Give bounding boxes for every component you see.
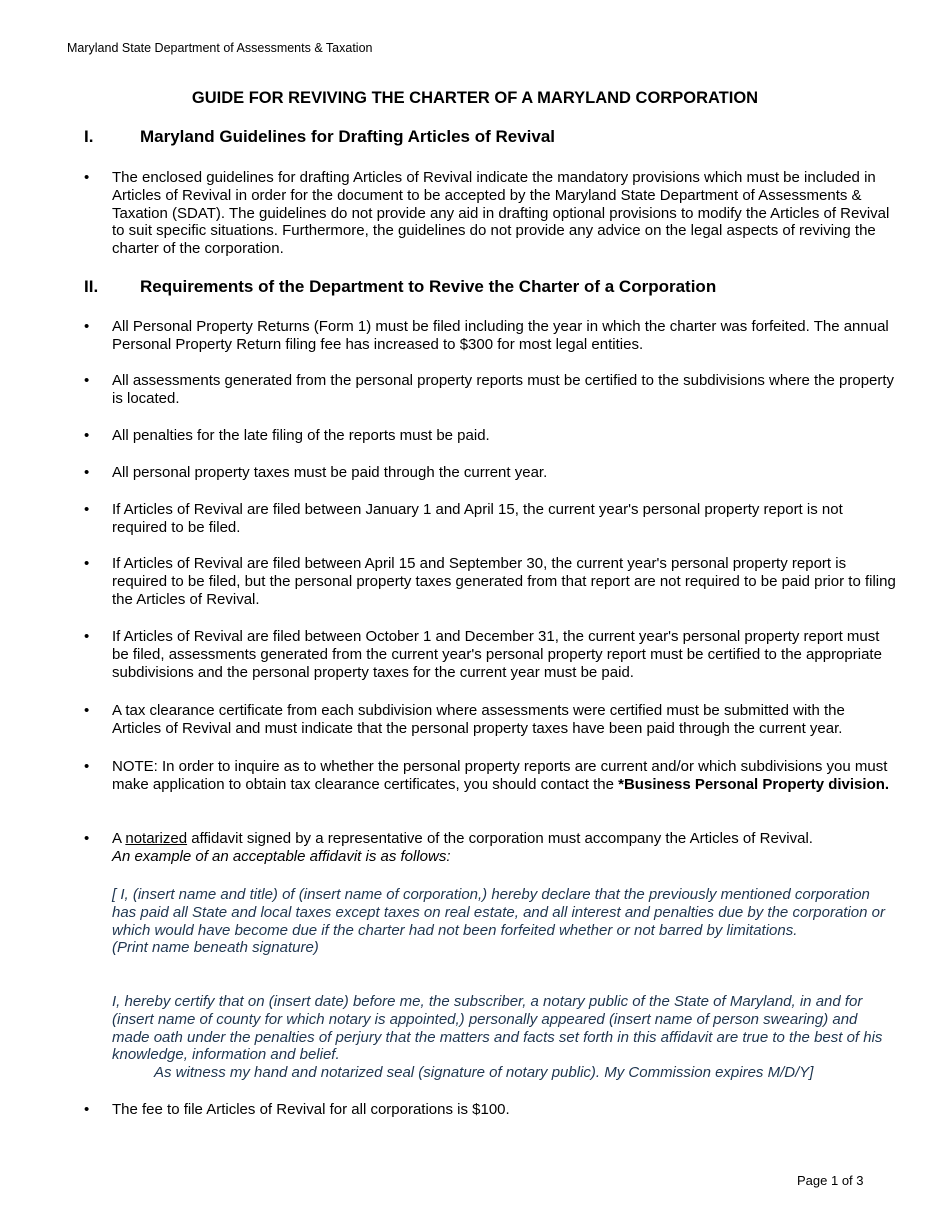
affidavit-declaration: [ I, (insert name and title) of (insert name of corporation,) hereby declare that the previously mentioned corporation has paid all State and local taxes except taxes on real estate, and all interest and penalties due by the corporation or which would have become due if the charter had not been forfeited whether or not barred by limitations. xyxy=(112,886,885,939)
bullet-icon: • xyxy=(84,702,90,719)
affidavit-prefix: A xyxy=(112,830,126,847)
bullet-icon: • xyxy=(84,501,90,518)
bullet-icon: • xyxy=(84,169,90,186)
bullet-item xyxy=(84,372,896,408)
bullet-icon: • xyxy=(84,758,90,775)
notary-witness-line: As witness my hand and notarized seal (signature of notary public). My Commission expires M/D/Y] xyxy=(154,1064,814,1082)
section-heading-2 xyxy=(84,277,716,297)
bullet-text: If Articles of Revival are filed between April 15 and September 30, the current year's personal property report is required to be filed, but the personal property taxes generated from that report are not required to be paid prior to filing the Articles of Revival. xyxy=(112,555,896,608)
bullet-item xyxy=(84,318,896,354)
bullet-item xyxy=(84,702,896,738)
section-title: Requirements of the Department to Revive the Charter of a Corporation xyxy=(140,277,717,296)
bullet-item xyxy=(84,555,896,608)
notary-certification xyxy=(112,993,896,1082)
bullet-icon: • xyxy=(84,318,90,335)
section-numeral: I. xyxy=(84,127,94,146)
note-bullet xyxy=(84,758,896,794)
bullet-icon: • xyxy=(84,427,90,444)
bullet-text: All assessments generated from the personal property reports must be certified to the subdivisions where the property is located. xyxy=(112,372,895,407)
bullet-item xyxy=(84,169,896,258)
affidavit-print-name: (Print name beneath signature) xyxy=(112,939,319,957)
affidavit-example xyxy=(112,886,896,957)
affidavit-requirement xyxy=(112,830,896,848)
bullet-icon: • xyxy=(84,628,90,645)
bullet-text: If Articles of Revival are filed between October 1 and December 31, the current year's personal property report must be filed, assessments generated from the current year's personal property report must be certified to the appropriate subdivisions and the personal property taxes for the current year must be paid. xyxy=(112,628,882,681)
affidavit-suffix: affidavit signed by a representative of the corporation must accompany the Articles of Revival. xyxy=(187,830,813,847)
note-text xyxy=(112,758,896,794)
bullet-text: A tax clearance certificate from each subdivision where assessments were certified must be submitted with the Articles of Revival and must indicate that the personal property taxes have been paid through the current year. xyxy=(112,702,845,737)
notary-certification-text: I, hereby certify that on (insert date) before me, the subscriber, a notary public of the State of Maryland, in and for (insert name of county for which notary is appointed,) personally appeared (insert name of person swearing) and made oath under the penalties of perjury that the matters and facts set forth in this affidavit are true to the best of his knowledge, information and belief. xyxy=(112,993,883,1064)
affidavit-example-intro: An example of an acceptable affidavit is as follows: xyxy=(112,847,451,865)
fee-text: The fee to file Articles of Revival for all corporations is $100. xyxy=(112,1101,510,1118)
bullet-icon: • xyxy=(84,830,90,847)
bullet-icon: • xyxy=(84,1101,90,1118)
bullet-icon: • xyxy=(84,555,90,572)
notarized-term: notarized xyxy=(125,830,188,847)
section-title: Maryland Guidelines for Drafting Articles of Revival xyxy=(140,127,556,146)
document-title: GUIDE FOR REVIVING THE CHARTER OF A MARYLAND CORPORATION xyxy=(191,89,759,107)
bullet-text: If Articles of Revival are filed between January 1 and April 15, the current year's personal property report is not required to be filed. xyxy=(112,501,843,536)
note-contact: *Business Personal Property division. xyxy=(618,775,890,793)
bullet-item xyxy=(84,628,896,681)
bullet-item xyxy=(84,464,896,482)
bullet-icon: • xyxy=(84,372,90,389)
bullet-text: All penalties for the late filing of the reports must be paid. xyxy=(112,427,490,444)
bullet-item xyxy=(84,427,896,445)
bullet-text: All Personal Property Returns (Form 1) must be filed including the year in which the charter was forfeited. The annual Personal Property Return filing fee has increased to $300 for most legal entities. xyxy=(112,318,889,353)
note-body: NOTE: In order to inquire as to whether the personal property reports are current and/or which subdivisions you must make application to obtain tax clearance certificates, you should contact the xyxy=(112,758,888,793)
page-header-agency: Maryland State Department of Assessments & Taxation xyxy=(67,41,373,55)
fee-bullet xyxy=(84,1101,896,1119)
bullet-icon: • xyxy=(84,464,90,481)
section-numeral: II. xyxy=(84,277,99,296)
bullet-text: All personal property taxes must be paid through the current year. xyxy=(112,464,548,481)
affidavit-bullet xyxy=(84,830,896,866)
bullet-text: The enclosed guidelines for drafting Articles of Revival indicate the mandatory provisions which must be included in Articles of Revival in order for the document to be accepted by the Maryland State Department of Assessments & Taxation (SDAT). The guidelines do not provide any aid in drafting optional provisions to modify the Articles of Revival to suit specific situations. Furthermore, the guidelines do not provide any advice on the legal aspects of reviving the charter of the corporation. xyxy=(112,169,890,258)
bullet-item xyxy=(84,501,896,537)
page-number: Page 1 of 3 xyxy=(797,1173,864,1188)
section-heading-1 xyxy=(84,127,555,147)
